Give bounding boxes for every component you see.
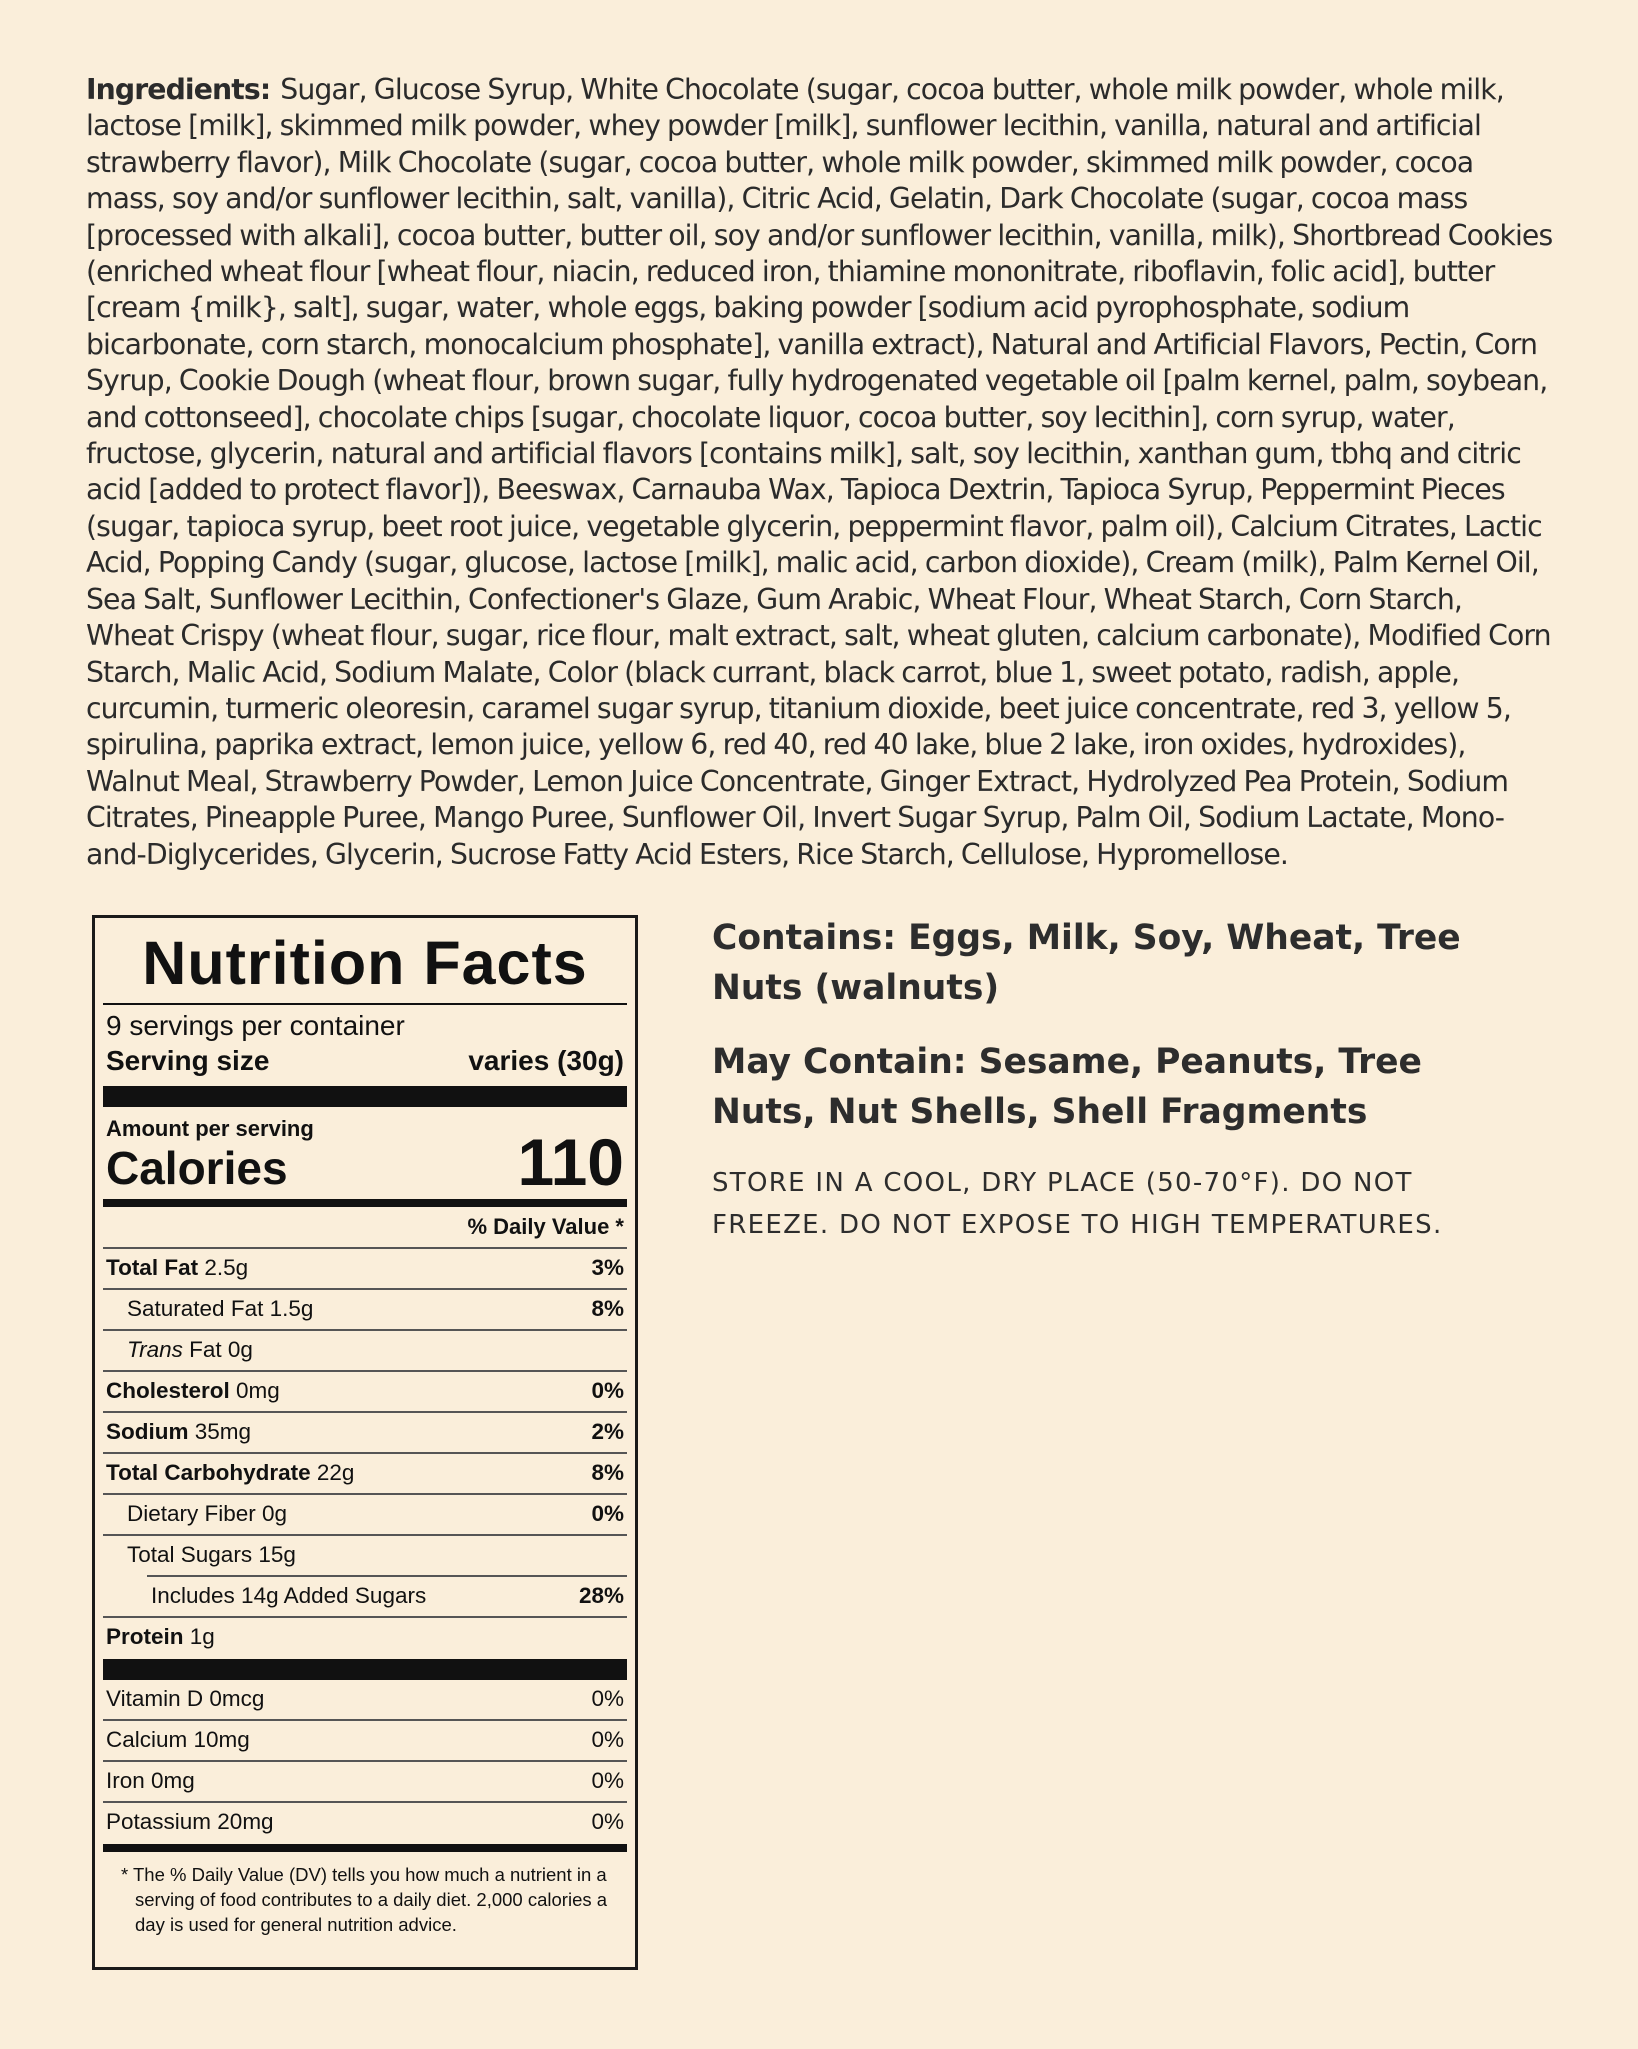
contains-statement: Contains: Eggs, Milk, Soy, Wheat, Tree Nuts (walnuts) [712,918,1461,1008]
nutrient-row-iron [103,1762,627,1803]
nutrient-row-potassium [103,1803,627,1844]
nutrient-name-rest: Fat 0g [182,1337,253,1362]
nutrient-row-added-sugars [103,1577,627,1618]
nutrient-amount: 2.5g [198,1255,249,1280]
daily-value-footnote: * The % Daily Value (DV) tells you how much a nutrient in a serving of food contributes to a daily diet. 2,000 calories a day is used for general nutrition advice. [121,1864,608,1935]
nutrient-row-sodium [103,1413,627,1454]
nutrient-name: Saturated Fat 1.5g [127,1296,314,1321]
nutrient-name: Calcium 10mg [106,1727,250,1752]
nutrient-name: Sodium [106,1419,189,1444]
serving-size-value: varies (30g) [468,1045,624,1076]
nutrient-dv: 0% [591,1727,624,1752]
nutrient-name: Cholesterol [106,1378,230,1403]
nutrient-amount: 0mg [229,1378,280,1403]
daily-value-header: % Daily Value * [467,1214,624,1239]
nutrient-dv: 0% [591,1809,624,1834]
nutrition-facts-title: Nutrition Facts [142,929,588,997]
nutrient-row-total-sugars [103,1536,627,1577]
nutrient-amount: 22g [310,1460,355,1485]
nutrient-row-calcium [103,1721,627,1762]
nutrient-dv: 2% [591,1419,624,1444]
ingredients-text: Sugar, Glucose Syrup, White Chocolate (sugar, cocoa butter, whole milk powder, whole milk, lactose [milk], skimmed milk powder, whey powder [milk], sunflower lecithin, vanilla, natural and artificial strawberry flavor), Milk Chocolate (sugar, cocoa butter, whole milk powder, skimmed milk powder, cocoa mass, soy and/or sunflower lecithin, salt, vanilla), Citric Acid, Gelatin, Dark Chocolate (sugar, cocoa mass [processed with alkali], cocoa butter, butter oil, soy and/or sunflower lecithin, vanilla, milk), Shortbread Cookies (enriched wheat flour [wheat flour, niacin, reduced iron, thiamine mononitrate, riboflavin, folic acid], butter [cream {milk}, salt], sugar, water, whole eggs, baking powder [sodium acid pyrophosphate, sodium bicarbonate, corn starch, monocalcium phosphate], vanilla extract), Natural and Artificial Flavors, Pectin, Corn Syrup, Cookie Dough (wheat flour, brown sugar, fully hydrogenated vegetable oil [palm kernel, palm, soybean, and cottonseed], chocolate chips [sugar, chocolate liquor, cocoa butter, soy lecithin], corn syrup, water, fructose, glycerin, natural and artificial flavors [contains milk], salt, soy lecithin, xanthan gum, tbhq and citric acid [added to protect flavor]), Beeswax, Carnauba Wax, Tapioca Dextrin, Tapioca Syrup, Peppermint Pieces (sugar, tapioca syrup, beet root juice, vegetable glycerin, peppermint flavor, palm oil), Calcium Citrates, Lactic Acid, Popping Candy (sugar, glucose, lactose [milk], malic acid, carbon dioxide), Cream (milk), Palm Kernel Oil, Sea Salt, Sunflower Lecithin, Confectioner's Glaze, Gum Arabic, Wheat Flour, Wheat Starch, Corn Starch, Wheat Crispy (wheat flour, sugar, rice flour, malt extract, salt, wheat gluten, calcium carbonate), Modified Corn Starch, Malic Acid, Sodium Malate, Color (black currant, black carrot, blue 1, sweet potato, radish, apple, curcumin, turmeric oleoresin, caramel sugar syrup, titanium dioxide, beet juice concentrate, red 3, yellow 5, spirulina, paprika extract, lemon juice, yellow 6, red 40, red 40 lake, blue 2 lake, iron oxides, hydroxides), Walnut Meal, Strawberry Powder, Lemon Juice Concentrate, Ginger Extract, Hydrolyzed Pea Protein, Sodium Citrates, Pineapple Puree, Mango Puree, Sunflower Oil, Invert Sugar Syrup, Palm Oil, Sodium Lactate, Mono-and-Diglycerides, Glycerin, Sucrose Fatty Acid Esters, Rice Starch, Cellulose, Hypromellose. [86,73,1553,871]
nutrient-name: Protein [106,1624,184,1649]
calories-medium-rule [103,1199,627,1207]
nutrient-row-total-fat [103,1249,627,1290]
footnote-rule [103,1844,627,1852]
nutrient-name: Includes 14g Added Sugars [151,1583,427,1608]
nutrient-dv: 8% [591,1460,624,1485]
servings-per-container: 9 servings per container [106,1010,405,1041]
calories-label: Calories [106,1142,288,1194]
serving-size-label: Serving size [106,1045,270,1076]
may-contain-statement: May Contain: Sesame, Peanuts, Tree Nuts, Nut Shells, Shell Fragments [712,1042,1422,1132]
title-rule [103,1003,627,1005]
nutrient-amount: 1g [183,1624,215,1649]
nutrient-name: Dietary Fiber 0g [127,1501,288,1526]
nutrition-facts-panel [92,915,638,1970]
nutrient-row-total-carbohydrate [103,1454,627,1495]
storage-instructions: STORE IN A COOL, DRY PLACE (50-70°F). DO NOT FREEZE. DO NOT EXPOSE TO HIGH TEMPERATURES. [712,1168,1443,1240]
nutrient-name: Iron 0mg [106,1768,195,1793]
nutrient-dv: 8% [591,1296,624,1321]
nutrient-name: Total Carbohydrate [106,1460,311,1485]
nutrient-name: Total Fat [106,1255,199,1280]
nutrient-name: Potassium 20mg [106,1809,274,1834]
nutrient-row-protein [103,1618,627,1659]
ingredients-label: Ingredients: [86,73,271,106]
amount-per-serving: Amount per serving [106,1116,314,1141]
ingredients-paragraph [86,72,1556,873]
nutrient-dv: 0% [591,1686,624,1711]
nutrient-row-cholesterol [103,1372,627,1413]
nutrient-dv: 28% [578,1583,624,1608]
nutrient-dv: 0% [591,1768,624,1793]
nutrient-dv: 3% [591,1255,624,1280]
nutrient-name-italic: Trans [127,1337,183,1362]
nutrient-name: Vitamin D 0mcg [106,1686,265,1711]
nutrient-row-dietary-fiber [103,1495,627,1536]
nutrient-amount: 35mg [188,1419,252,1444]
nutrient-dv: 0% [591,1378,624,1403]
calories-value: 110 [517,1125,624,1199]
vitamins-thick-rule [103,1659,627,1680]
nutrient-row-saturated-fat [103,1290,627,1331]
nutrient-row-vitamin-d [103,1680,627,1721]
nutrient-name: Total Sugars 15g [127,1542,296,1567]
nutrient-row-trans-fat [103,1331,627,1372]
nutrient-dv: 0% [591,1501,624,1526]
serving-size-thick-rule [103,1086,627,1107]
